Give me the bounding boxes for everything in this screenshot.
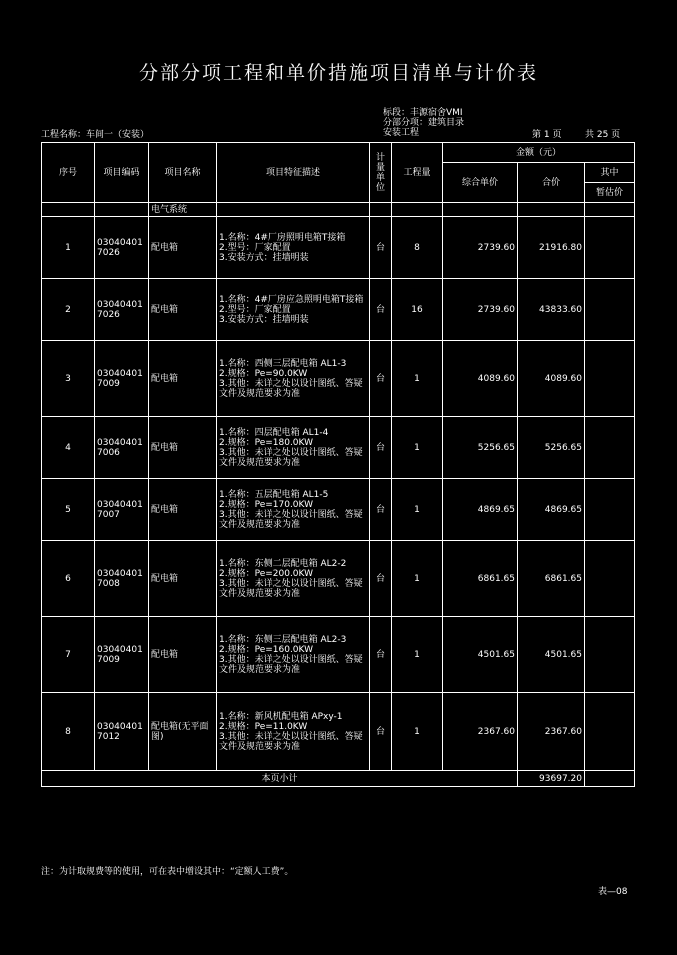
cell-unit-price: 5256.65 [443,417,518,479]
cell-unit: 台 [370,693,392,771]
cell-unit-price: 4501.65 [443,617,518,693]
table-row [42,217,635,279]
cell-seq: 1 [42,217,95,279]
cell-provisional [585,541,635,617]
table-row [42,541,635,617]
cell-unit-price: 4869.65 [443,479,518,541]
cell-total: 5256.65 [518,417,585,479]
cell-name: 配电箱 [149,279,217,341]
footnote: 注：为计取规费等的使用，可在表中增设其中：“定额人工费”。 [41,867,294,877]
cell-unit: 台 [370,417,392,479]
form-code: 表—08 [598,887,628,897]
cell-total: 4501.65 [518,617,585,693]
cell-unit-price: 2367.60 [443,693,518,771]
cell-seq: 8 [42,693,95,771]
cell-name: 配电箱 [149,541,217,617]
cell-provisional [585,479,635,541]
cell-name: 配电箱 [149,341,217,417]
cell-desc: 1.名称：4#厂房照明电箱T接箱 2.型号：厂家配置 3.安装方式：挂墙明装 [217,217,370,279]
cell-desc: 1.名称：四层配电箱 AL1-4 2.规格：Pe=180.0KW 3.其他：未详之处以设计图纸、答疑文件及规范要求为准 [217,417,370,479]
cell-code: 030404017026 [95,279,149,341]
cell-code: 030404017007 [95,479,149,541]
cell-seq: 4 [42,417,95,479]
cell-qty: 1 [392,341,443,417]
subtotal-label: 本页小计 [42,771,518,787]
cell-qty: 1 [392,417,443,479]
cell-qty: 1 [392,479,443,541]
cell-provisional [585,417,635,479]
table-row [42,341,635,417]
cell-unit-price: 2739.60 [443,279,518,341]
cell-name: 配电箱 [149,479,217,541]
cell-qty: 1 [392,541,443,617]
cell-code: 030404017009 [95,617,149,693]
project-name: 工程名称：车间一（安装） [41,130,150,140]
cell-seq: 5 [42,479,95,541]
page-total: 共 25 页 [585,130,621,140]
page-number: 第 1 页 [532,130,562,140]
cell-provisional [585,617,635,693]
cell-desc: 1.名称：五层配电箱 AL1-5 2.规格：Pe=170.0KW 3.其他：未详之处以设计图纸、答疑文件及规范要求为准 [217,479,370,541]
cell-unit-price: 6861.65 [443,541,518,617]
table-row [42,617,635,693]
cell-desc: 1.名称：4#厂房应急照明电箱T接箱 2.型号：厂家配置 3.安装方式：挂墙明装 [217,279,370,341]
table-row [42,279,635,341]
header-unit: 计量单位 [370,143,392,203]
subtotal-value: 93697.20 [518,771,585,787]
cell-code: 030404017012 [95,693,149,771]
header-seq: 序号 [42,143,95,203]
section-line-3: 安装工程 [383,128,420,138]
header-desc: 项目特征描述 [217,143,370,203]
cell-desc: 1.名称：东侧三层配电箱 AL2-3 2.规格：Pe=160.0KW 3.其他：未详之处以设计图纸、答疑文件及规范要求为准 [217,617,370,693]
cell-code: 030404017006 [95,417,149,479]
cell-code: 030404017009 [95,341,149,417]
cell-seq: 7 [42,617,95,693]
cell-unit: 台 [370,217,392,279]
cell-total: 21916.80 [518,217,585,279]
cell-qty: 16 [392,279,443,341]
header-qty: 工程量 [392,143,443,203]
pricing-table [41,142,635,787]
cell-desc: 1.名称：新风机配电箱 APxy-1 2.规格：Pe=11.0KW 3.其他：未详之处以设计图纸、答疑文件及规范要求为准 [217,693,370,771]
cell-unit: 台 [370,279,392,341]
cell-unit: 台 [370,341,392,417]
cell-code: 030404017026 [95,217,149,279]
header-total: 合价 [518,163,585,203]
cell-seq: 2 [42,279,95,341]
cell-provisional [585,693,635,771]
cell-desc: 1.名称：东侧二层配电箱 AL2-2 2.规格：Pe=200.0KW 3.其他：未详之处以设计图纸、答疑文件及规范要求为准 [217,541,370,617]
header-name: 项目名称 [149,143,217,203]
header-unit-price: 综合单价 [443,163,518,203]
section-line-1: 标段：丰源宿舍VMI [383,108,463,118]
cell-unit: 台 [370,541,392,617]
cell-unit: 台 [370,617,392,693]
table-row [42,693,635,771]
table-row [42,417,635,479]
header-provisional: 暂估价 [585,183,635,203]
cell-provisional [585,217,635,279]
header-of-which: 其中 [585,163,635,183]
section-title: 电气系统 [149,203,217,217]
cell-name: 配电箱 [149,417,217,479]
table-row [42,479,635,541]
cell-name: 配电箱 [149,617,217,693]
cell-name: 配电箱(无平面图) [149,693,217,771]
cell-total: 43833.60 [518,279,585,341]
cell-seq: 6 [42,541,95,617]
cell-name: 配电箱 [149,217,217,279]
cell-total: 2367.60 [518,693,585,771]
cell-provisional [585,279,635,341]
cell-qty: 8 [392,217,443,279]
header-code: 项目编码 [95,143,149,203]
cell-provisional [585,341,635,417]
cell-unit: 台 [370,479,392,541]
cell-desc: 1.名称：西侧三层配电箱 AL1-3 2.规格：Pe=90.0KW 3.其他：未详之处以设计图纸、答疑文件及规范要求为准 [217,341,370,417]
cell-code: 030404017008 [95,541,149,617]
cell-total: 6861.65 [518,541,585,617]
page-title: 分部分项工程和单价措施项目清单与计价表 [138,62,538,84]
cell-unit-price: 4089.60 [443,341,518,417]
cell-unit-price: 2739.60 [443,217,518,279]
cell-total: 4089.60 [518,341,585,417]
cell-seq: 3 [42,341,95,417]
header-amount: 金额（元） [443,143,635,163]
section-line-2: 分部分项：建筑目录 [383,118,465,128]
cell-qty: 1 [392,693,443,771]
cell-qty: 1 [392,617,443,693]
cell-total: 4869.65 [518,479,585,541]
